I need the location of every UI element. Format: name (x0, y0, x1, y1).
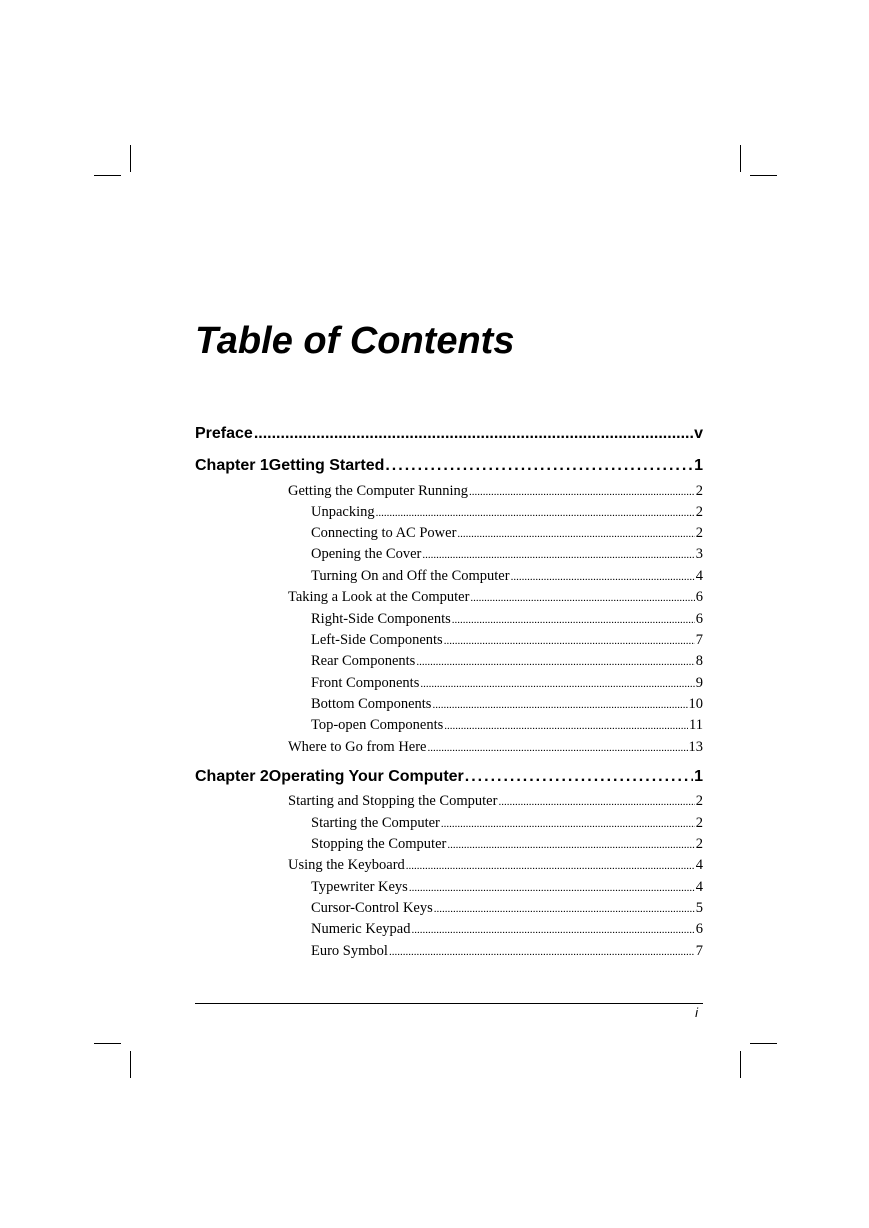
toc-page: 1 (694, 768, 703, 785)
toc-chapter-1[interactable] (195, 457, 703, 475)
toc-label: Numeric Keypad (311, 921, 411, 937)
dot-leader (376, 504, 695, 521)
toc-entry[interactable] (311, 611, 703, 628)
dot-leader (416, 653, 694, 670)
toc-page: 8 (695, 653, 703, 669)
toc-page: 10 (688, 696, 703, 712)
toc-entry[interactable] (311, 943, 703, 960)
toc-page: 2 (695, 504, 703, 520)
toc-label: Right-Side Components (311, 611, 451, 627)
chapter-title: Getting Started (268, 457, 385, 474)
crop-mark (130, 1051, 131, 1078)
toc-label: Front Components (311, 675, 420, 691)
dot-leader (457, 525, 694, 542)
toc-entry[interactable] (288, 857, 703, 874)
toc-label: Rear Components (311, 653, 416, 669)
toc-page: 4 (695, 568, 703, 584)
toc-entry[interactable] (311, 815, 703, 832)
toc-page: 5 (695, 900, 703, 916)
toc-label: Starting and Stopping the Computer (288, 793, 498, 809)
toc-label: Top-open Components (311, 717, 444, 733)
dot-leader (411, 921, 694, 938)
toc-label: Where to Go from Here (288, 739, 427, 755)
dot-leader (444, 632, 695, 649)
toc-entry[interactable] (311, 696, 703, 713)
toc-page: 7 (695, 943, 703, 959)
toc-page: v (694, 425, 703, 442)
dot-leader (498, 793, 694, 810)
toc-label: Opening the Cover (311, 546, 422, 562)
dot-leader (409, 879, 695, 896)
toc-page: 13 (688, 739, 703, 755)
toc-chapter-2[interactable] (195, 768, 703, 786)
toc-page: 4 (695, 879, 703, 895)
dot-leader (432, 696, 687, 713)
chapter-title: Operating Your Computer (268, 768, 464, 785)
toc-label: Bottom Components (311, 696, 432, 712)
toc-entry[interactable] (288, 793, 703, 810)
toc-entry[interactable] (311, 675, 703, 692)
crop-mark (750, 175, 777, 176)
toc-page: 2 (695, 793, 703, 809)
toc-page: 6 (695, 589, 703, 605)
toc-entry[interactable] (311, 568, 703, 585)
dot-leader (469, 483, 695, 500)
toc-entry[interactable] (311, 525, 703, 542)
toc-entry[interactable] (311, 504, 703, 521)
toc-page: 7 (695, 632, 703, 648)
crop-mark (94, 175, 121, 176)
dot-leader (428, 739, 688, 756)
dot-leader (444, 717, 688, 734)
toc-entry[interactable] (311, 921, 703, 938)
chapter-number: Chapter 2 (195, 768, 269, 785)
dot-leader (465, 768, 693, 786)
page-number: i (695, 1005, 698, 1020)
toc-page: 1 (694, 457, 703, 474)
crop-mark (740, 1051, 741, 1078)
toc-page: 9 (695, 675, 703, 691)
crop-mark (740, 145, 741, 172)
toc-label: Starting the Computer (311, 815, 440, 831)
toc-page: 11 (689, 717, 703, 733)
toc-entry[interactable] (311, 879, 703, 896)
toc-page: 2 (695, 815, 703, 831)
crop-mark (94, 1043, 121, 1044)
toc-page: 2 (695, 836, 703, 852)
chapter-number: Chapter 1 (195, 457, 269, 474)
toc-page: 4 (695, 857, 703, 873)
toc-page: 6 (695, 921, 703, 937)
toc-entry[interactable] (311, 836, 703, 853)
dot-leader (447, 836, 694, 853)
toc-label: Cursor-Control Keys (311, 900, 433, 916)
toc-entry[interactable] (311, 546, 703, 563)
toc-page: 2 (695, 483, 703, 499)
dot-leader (406, 857, 695, 874)
dot-leader (434, 900, 695, 917)
crop-mark (750, 1043, 777, 1044)
toc-label: Euro Symbol (311, 943, 388, 959)
toc-label: Taking a Look at the Computer (288, 589, 470, 605)
dot-leader (254, 425, 693, 443)
dot-leader (385, 457, 693, 475)
toc-label: Unpacking (311, 504, 375, 520)
toc-entry-preface[interactable] (195, 425, 703, 443)
toc-entry[interactable] (288, 589, 703, 606)
dot-leader (511, 568, 695, 585)
dot-leader (452, 611, 695, 628)
toc-entry[interactable] (311, 717, 703, 734)
dot-leader (389, 943, 695, 960)
toc-label: Using the Keyboard (288, 857, 405, 873)
toc-label: Preface (195, 425, 253, 442)
toc-label: Stopping the Computer (311, 836, 447, 852)
toc-label: Getting the Computer Running (288, 483, 469, 499)
toc-entry[interactable] (288, 739, 703, 756)
dot-leader (470, 589, 694, 606)
footer-rule (195, 1003, 703, 1004)
dot-leader (422, 546, 694, 563)
dot-leader (441, 815, 695, 832)
toc-label: Left-Side Components (311, 632, 443, 648)
toc-entry[interactable] (311, 900, 703, 917)
toc-entry[interactable] (288, 483, 703, 500)
crop-mark (130, 145, 131, 172)
toc-page: 3 (695, 546, 703, 562)
page-title: Table of Contents (195, 320, 515, 362)
toc-entry[interactable] (311, 653, 703, 670)
dot-leader (420, 675, 694, 692)
toc-label: Connecting to AC Power (311, 525, 457, 541)
toc-label: Turning On and Off the Computer (311, 568, 510, 584)
toc-entry[interactable] (311, 632, 703, 649)
toc-page: 2 (695, 525, 703, 541)
toc-label: Typewriter Keys (311, 879, 408, 895)
toc-page: 6 (695, 611, 703, 627)
